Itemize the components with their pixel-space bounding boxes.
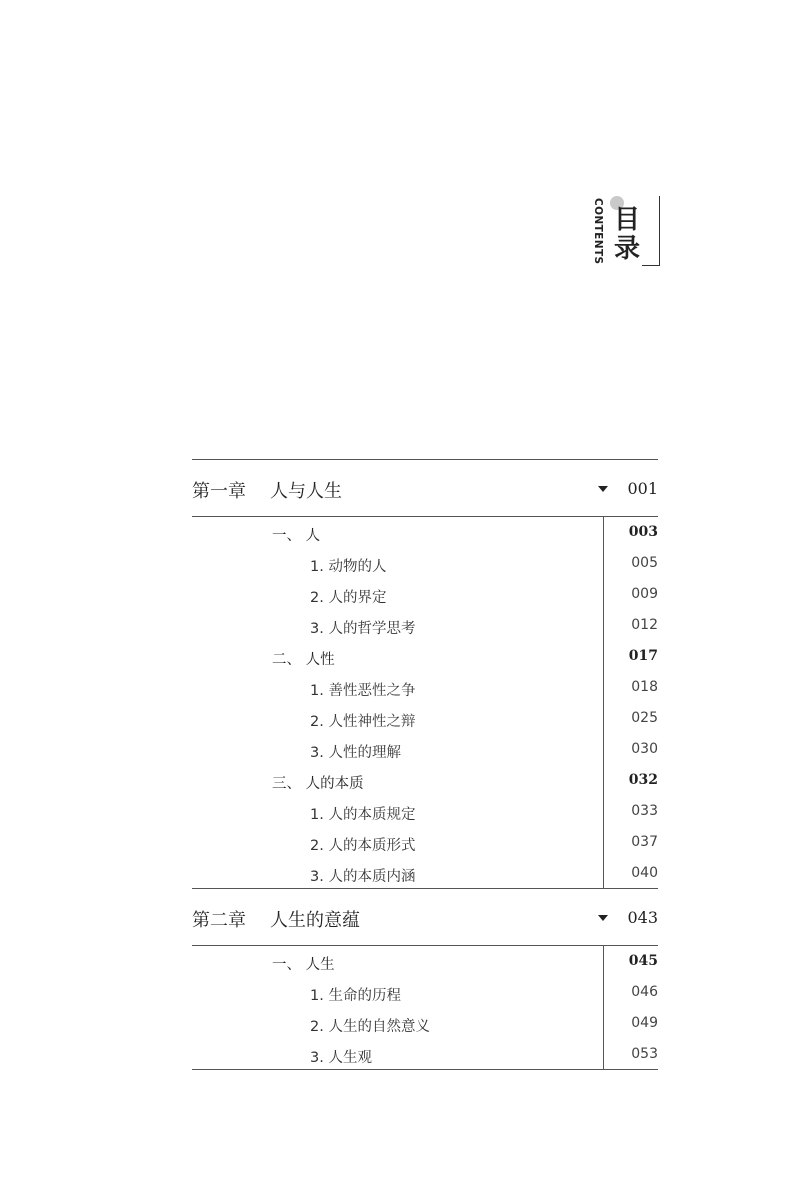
toc-subsection-entry[interactable] [192, 827, 658, 858]
entry-page-number: 040 [631, 865, 658, 881]
toc-subsection-entry[interactable] [192, 548, 658, 579]
chapter-title: 人与人生 [270, 481, 342, 502]
chapter-heading[interactable] [192, 459, 658, 517]
entry-page-number: 053 [631, 1046, 658, 1062]
entry-page-number: 049 [631, 1015, 658, 1031]
contents-title-cn: 目录 [614, 205, 641, 264]
entry-title: 1. 善性恶性之争 [310, 683, 416, 699]
entry-title: 1. 人的本质规定 [310, 807, 416, 823]
toc-section-entry[interactable] [192, 765, 658, 796]
entry-title: 一、 人生 [272, 957, 335, 973]
toc-subsection-entry[interactable] [192, 977, 658, 1008]
contents-title-en: CONTENTS [592, 198, 604, 265]
entry-title: 2. 人性神性之辩 [310, 714, 416, 730]
entry-page-number: 037 [631, 834, 658, 850]
entry-title: 1. 生命的历程 [310, 988, 401, 1004]
triangle-down-icon [598, 915, 608, 921]
chapter-entries [192, 946, 658, 1070]
entry-page-number: 017 [628, 648, 658, 664]
entry-page-number: 030 [631, 741, 658, 757]
entry-title: 二、 人性 [272, 652, 335, 668]
toc-section-entry[interactable] [192, 946, 658, 977]
entry-title: 3. 人生观 [310, 1050, 372, 1066]
header-bracket-vertical [659, 196, 660, 266]
contents-header [588, 196, 660, 268]
chapter-number: 第一章 [192, 481, 246, 502]
table-of-contents [192, 459, 658, 1070]
entry-page-number: 003 [628, 524, 658, 540]
toc-subsection-entry[interactable] [192, 672, 658, 703]
entry-title: 1. 动物的人 [310, 559, 387, 575]
chapter-number: 第二章 [192, 910, 246, 931]
entry-title: 3. 人性的理解 [310, 745, 401, 761]
chapter-entries [192, 517, 658, 889]
toc-subsection-entry[interactable] [192, 703, 658, 734]
entry-page-number: 025 [631, 710, 658, 726]
chapter-title: 人生的意蕴 [270, 910, 360, 931]
entry-page-number: 012 [631, 617, 658, 633]
triangle-down-icon [598, 486, 608, 492]
entry-page-number: 005 [631, 555, 658, 571]
chapter-page-number: 043 [627, 908, 658, 927]
entry-page-number: 046 [631, 984, 658, 1000]
entry-title: 2. 人的界定 [310, 590, 387, 606]
toc-subsection-entry[interactable] [192, 579, 658, 610]
toc-subsection-entry[interactable] [192, 1039, 658, 1070]
entry-title: 三、 人的本质 [272, 776, 364, 792]
toc-subsection-entry[interactable] [192, 610, 658, 641]
entry-title: 一、 人 [272, 528, 321, 544]
entry-page-number: 045 [628, 953, 658, 969]
toc-subsection-entry[interactable] [192, 1008, 658, 1039]
entry-title: 3. 人的本质内涵 [310, 869, 416, 885]
entry-title: 2. 人生的自然意义 [310, 1019, 430, 1035]
entry-page-number: 009 [631, 586, 658, 602]
toc-subsection-entry[interactable] [192, 796, 658, 827]
entry-page-number: 033 [631, 803, 658, 819]
toc-section-entry[interactable] [192, 641, 658, 672]
entry-title: 3. 人的哲学思考 [310, 621, 416, 637]
toc-section-entry[interactable] [192, 517, 658, 548]
entry-page-number: 018 [631, 679, 658, 695]
chapter-heading[interactable] [192, 889, 658, 946]
chapter-page-number: 001 [627, 479, 658, 498]
toc-subsection-entry[interactable] [192, 734, 658, 765]
entry-title: 2. 人的本质形式 [310, 838, 416, 854]
header-bracket-horizontal [642, 265, 660, 266]
entry-page-number: 032 [628, 772, 658, 788]
toc-subsection-entry[interactable] [192, 858, 658, 889]
